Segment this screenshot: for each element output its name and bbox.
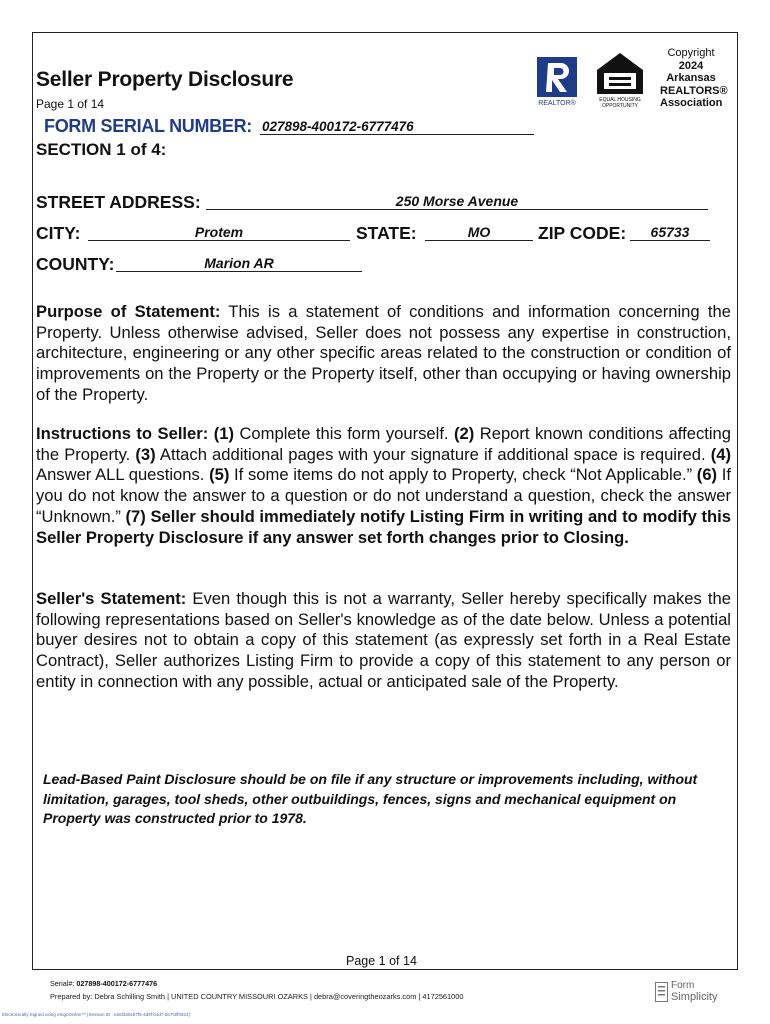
page-title: Seller Property Disclosure	[36, 68, 294, 91]
svg-text:OPPORTUNITY: OPPORTUNITY	[601, 103, 639, 108]
zip-code-label: ZIP CODE:	[538, 223, 627, 243]
seller-statement-text: Even though this is not a warranty, Seller hereby specifically makes the following representations based on Seller's knowledge as of the date below. Unless a potential buyer desires not to obtain a copy of this statement (as expressly set forth in a Real Estate Contract), Seller authorizes Listing Firm to provide a copy of this statement to any person or entity in connection with any possible, actual or anticipated sale of the Property.	[36, 589, 731, 691]
zip-code-field[interactable]: 65733	[630, 224, 710, 241]
instruction-number: (1)	[208, 424, 234, 443]
page-indicator: Page 1 of 14	[36, 97, 105, 111]
copyright-line: Arkansas	[666, 72, 716, 84]
esign-notice: Electronically Signed using eSignOnline™ [Session ID : ea6f3a0eb7f5-4d9f-b4d7-bb7f4ff0924]	[2, 1012, 190, 1017]
form-serial-label: FORM SERIAL NUMBER:	[44, 116, 252, 136]
instruction-number: (4)	[710, 444, 731, 464]
logo-line-simplicity: Simplicity	[671, 991, 718, 1003]
footer-serial-value: 027898-400172-6777476	[76, 979, 158, 988]
svg-text:EQUAL HOUSING: EQUAL HOUSING	[599, 97, 641, 103]
copyright-line: 2024	[678, 59, 704, 72]
seller-statement-paragraph	[36, 589, 731, 693]
instruction-text: Report known conditions affecting the Property.	[36, 424, 732, 464]
street-address-label: STREET ADDRESS:	[36, 192, 201, 212]
svg-text:REALTOR®: REALTOR®	[538, 100, 576, 107]
instruction-number: (2)	[454, 424, 475, 443]
street-address-field[interactable]: 250 Morse Avenue	[206, 193, 708, 210]
footer-serial	[50, 979, 157, 988]
page-number-footer: Page 1 of 14	[346, 954, 417, 968]
equal-housing-logo	[593, 50, 647, 108]
purpose-paragraph	[36, 302, 731, 406]
purpose-heading: Purpose of Statement:	[36, 302, 221, 321]
footer-prepared-by: Prepared by: Debra Schilling Smith | UNITED COUNTRY MISSOURI OZARKS | debra@coveringtheozarks.com | 4172561000	[50, 992, 464, 1001]
instruction-seven: (7) Seller should immediately notify Listing Firm in writing and to modify this Seller Property Disclosure if any answer set forth changes prior to Closing.	[36, 506, 732, 547]
form-serial-value[interactable]: 027898-400172-6777476	[260, 120, 534, 135]
seller-statement-heading: Seller's Statement:	[36, 589, 187, 608]
copyright-line: Association	[660, 97, 723, 109]
county-label: COUNTY:	[36, 254, 115, 274]
copyright-line: Copyright	[667, 47, 715, 59]
lead-paint-notice: Lead-Based Paint Disclosure should be on file if any structure or improvements including, without limitation, garages, tool sheds, other outbuildings, fences, signs and mechanical equipment on Property was constructed prior to 1978.	[43, 771, 698, 826]
copyright-line: REALTORS®	[660, 84, 728, 97]
state-label: STATE:	[356, 223, 417, 243]
city-field[interactable]: Protem	[88, 224, 350, 241]
instructions-heading: Instructions to Seller:	[36, 424, 209, 443]
purpose-text: This is a statement of conditions and information concerning the Property. Unless otherwise advised, Seller does not possess any expertise in construction, architecture, engineering or any other specific areas related to the construction or condition of improvements on the Property or the Property itself, other than occupying or having ownership of the Property.	[36, 302, 731, 404]
logo-line-form: Form	[671, 980, 695, 991]
instruction-number: (3)	[135, 444, 156, 464]
form-simplicity-logo	[655, 980, 725, 1006]
instruction-text: Answer ALL questions.	[36, 465, 210, 485]
city-label: CITY:	[36, 223, 81, 243]
county-field[interactable]: Marion AR	[116, 255, 362, 272]
footer-serial-prefix: Serial#:	[50, 979, 75, 988]
copyright-notice	[660, 47, 728, 110]
section-heading: SECTION 1 of 4:	[36, 140, 167, 159]
instruction-text: Attach additional pages with your signature if additional space is required.	[155, 444, 711, 464]
instructions-paragraph	[36, 424, 731, 548]
instruction-text: Complete this form yourself.	[234, 424, 454, 443]
instruction-number: (6)	[696, 465, 718, 485]
instruction-text: If you do not know the answer to a question or do not understand a question, check the answer “Unknown.”	[36, 465, 731, 526]
instruction-text: If some items do not apply to Property, check “Not Applicable.”	[229, 465, 697, 485]
document-icon	[655, 982, 668, 1002]
instruction-number: (5)	[209, 465, 230, 485]
realtor-logo	[535, 55, 579, 107]
state-field[interactable]: MO	[425, 224, 533, 241]
